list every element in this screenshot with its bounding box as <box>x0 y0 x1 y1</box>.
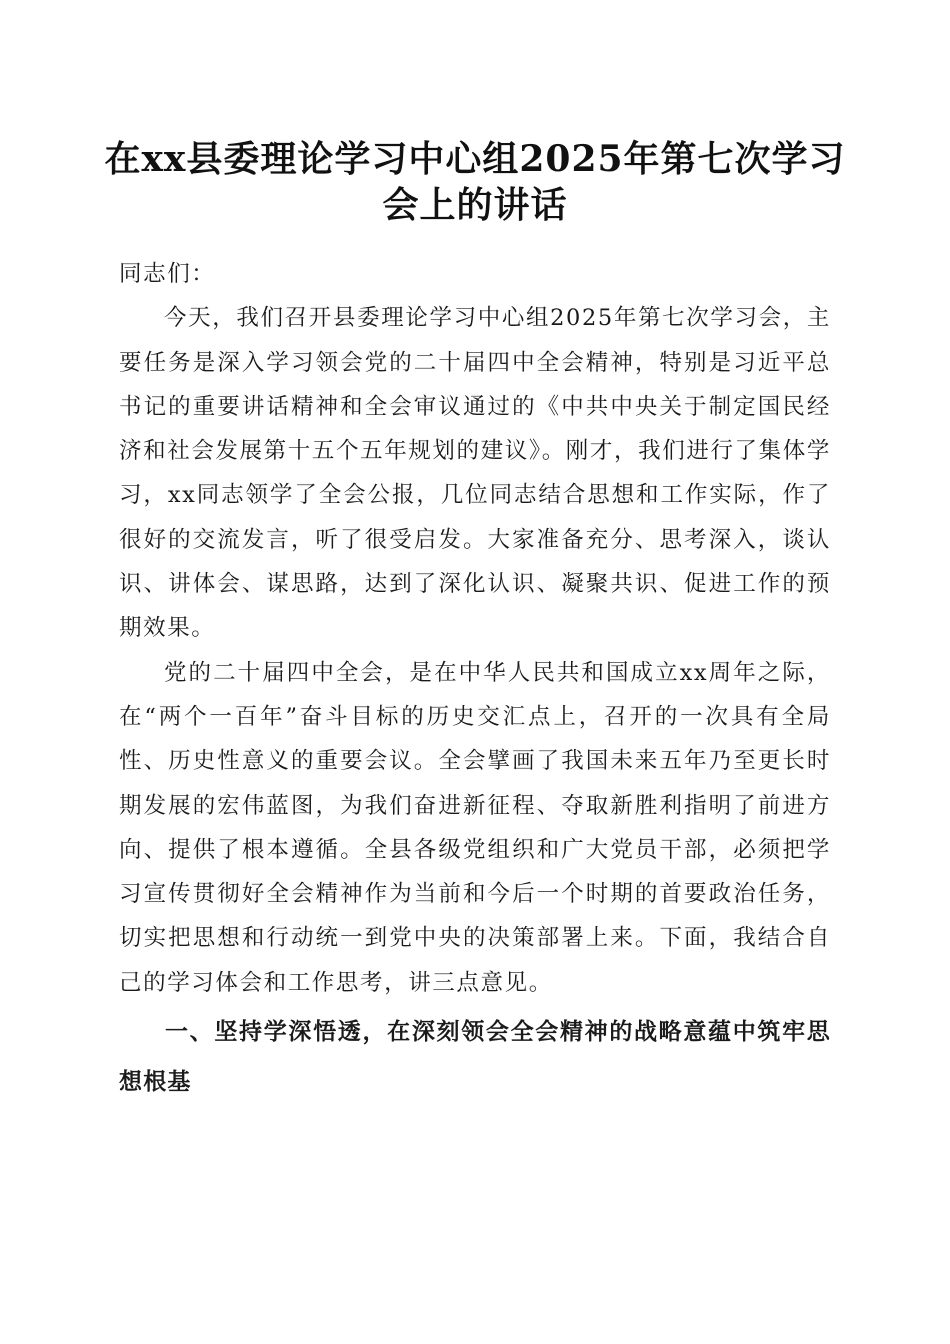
paragraph-intro: 今天，我们召开县委理论学习中心组2025年第七次学习会，主要任务是深入学习领会党的二十届四中全会精神，特别是习近平总书记的重要讲话精神和全会审议通过的《中共中央关于制定国民经济和社会发展第十五个五年规划的建议》。刚才，我们进行了集体学习，xx同志领学了全会公报，几位同志结合思想和工作实际，作了很好的交流发言，听了很受启发。大家准备充分、思考深入，谈认识、讲体会、谋思路，达到了深化认识、凝聚共识、促进工作的预期效果。 <box>119 305 831 642</box>
document-title: 在xx县委理论学习中心组2025年第七次学习会上的讲话 <box>104 138 846 226</box>
document-body <box>119 252 831 1107</box>
paragraph-plenum-significance: 党的二十届四中全会，是在中华人民共和国成立xx周年之际，在“两个一百年”奋斗目标的历史交汇点上，召开的一次具有全局性、历史性意义的重要会议。全会擘画了我国未来五年乃至更长时期发展的宏伟蓝图，为我们奋进新征程、夺取新胜利指明了前进方向、提供了根本遵循。全县各级党组织和广大党员干部，必须把学习宣传贯彻好全会精神作为当前和今后一个时期的首要政治任务，切实把思想和行动统一到党中央的决策部署上来。下面，我结合自己的学习体会和工作思考，讲三点意见。 <box>119 659 831 996</box>
salutation: 同志们： <box>119 261 216 287</box>
section-heading-1: 一、坚持学深悟透，在深刻领会全会精神的战略意蕴中筑牢思想根基 <box>119 1019 831 1096</box>
